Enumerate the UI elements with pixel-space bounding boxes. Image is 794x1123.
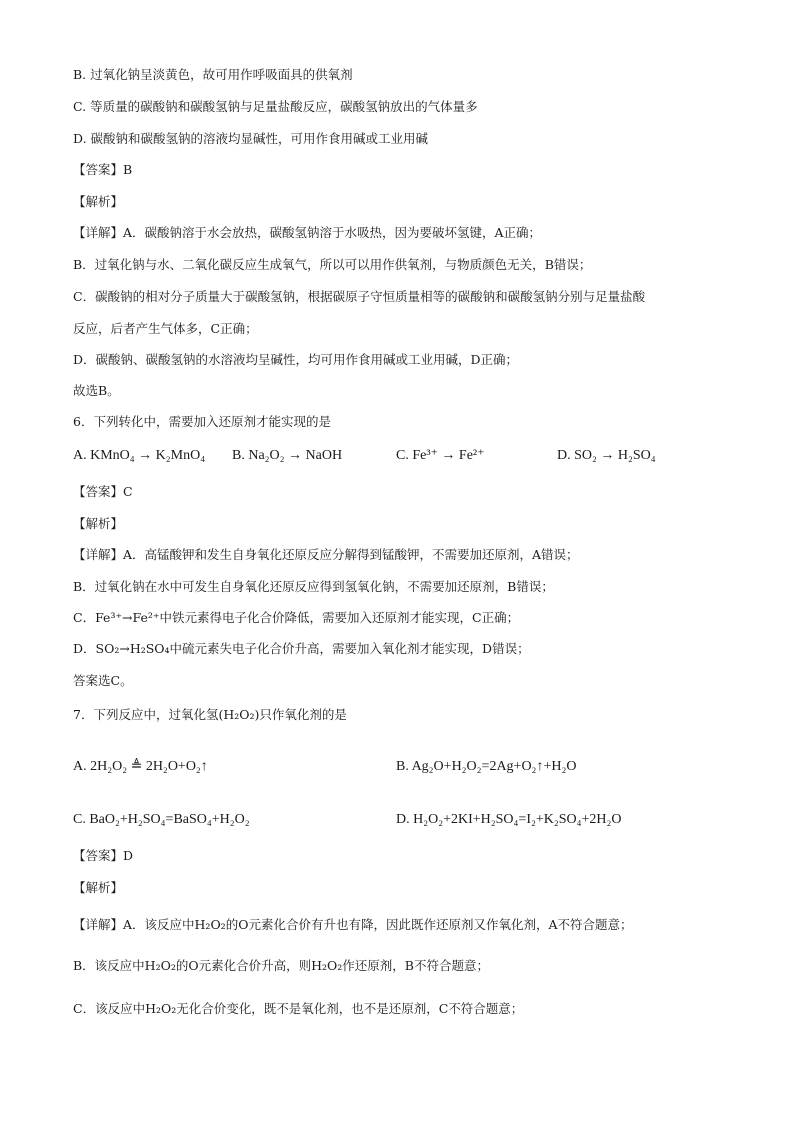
q5-option-d: D. 碳酸钠和碳酸氢钠的溶液均显碱性，可用作食用碱或工业用碱 bbox=[73, 131, 429, 146]
q6-detail-a: 【详解】A．高锰酸钾和发生自身氧化还原反应分解得到锰酸钾，不需要加还原剂，A错误； bbox=[73, 547, 579, 562]
q7-option-c: C. BaO₂+H₂SO₄=BaSO₄+H₂O₂ bbox=[73, 812, 250, 827]
q6-conclusion: 答案选C。 bbox=[73, 673, 133, 688]
q5-answer: 【答案】B bbox=[73, 162, 133, 177]
q5-detail-c: C．碳酸钠的相对分子质量大于碳酸氢钠，根据碳原子守恒质量相等的碳酸钠和碳酸氢钠分别与足量盐酸 bbox=[73, 289, 646, 304]
q7-option-a: A. 2H₂O₂ ≜ 2H₂O+O₂↑ bbox=[73, 759, 208, 774]
q7-option-d: D. H₂O₂+2KI+H₂SO₄=I₂+K₂SO₄+2H₂O bbox=[396, 812, 622, 827]
q7-analysis-heading: 【解析】 bbox=[73, 880, 124, 895]
q5-detail-b: B．过氧化钠与水、二氧化碳反应生成氧气，所以可以用作供氧剂，与物质颜色无关，B错误； bbox=[73, 257, 592, 272]
q7-detail-a: 【详解】A．该反应中H₂O₂的O元素化合价有升也有降，因此既作还原剂又作氧化剂，A不符合题意； bbox=[73, 917, 633, 932]
q5-option-b: B. 过氧化钠呈淡黄色，故可用作呼吸面具的供氧剂 bbox=[73, 67, 353, 82]
q7-detail-b: B．该反应中H₂O₂的O元素化合价升高，则H₂O₂作还原剂，B不符合题意； bbox=[73, 958, 489, 973]
q6-stem: 6．下列转化中，需要加入还原剂才能实现的是 bbox=[73, 414, 331, 429]
q6-option-b: B. Na₂O₂ → NaOH bbox=[232, 448, 343, 463]
q5-conclusion: 故选B。 bbox=[73, 383, 120, 398]
q7-answer: 【答案】D bbox=[73, 848, 134, 863]
q6-detail-c: C．Fe³⁺→Fe²⁺中铁元素得电子化合价降低，需要加入还原剂才能实现，C正确； bbox=[73, 610, 520, 625]
q5-detail-d: D．碳酸钠、碳酸氢钠的水溶液均呈碱性，均可用作食用碱或工业用碱，D正确； bbox=[73, 352, 519, 367]
q5-option-c: C. 等质量的碳酸钠和碳酸氢钠与足量盐酸反应，碳酸氢钠放出的气体量多 bbox=[73, 99, 478, 114]
q6-option-a: A. KMnO₄ → K₂MnO₄ bbox=[73, 448, 206, 463]
q6-option-d: D. SO₂ → H₂SO₄ bbox=[557, 448, 656, 463]
q6-option-c: C. Fe³⁺ → Fe²⁺ bbox=[396, 448, 485, 463]
q7-option-b: B. Ag₂O+H₂O₂=2Ag+O₂↑+H₂O bbox=[396, 759, 577, 774]
q6-detail-b: B．过氧化钠在水中可发生自身氧化还原反应得到氢氧化钠，不需要加还原剂，B错误； bbox=[73, 579, 554, 594]
q7-detail-c: C．该反应中H₂O₂无化合价变化，既不是氧化剂，也不是还原剂，C不符合题意； bbox=[73, 1001, 524, 1016]
q5-detail-a: 【详解】A．碳酸钠溶于水会放热，碳酸氢钠溶于水吸热，因为要破坏氢键，A正确； bbox=[73, 225, 542, 240]
q6-analysis-heading: 【解析】 bbox=[73, 516, 124, 531]
q6-answer: 【答案】C bbox=[73, 484, 133, 499]
q6-detail-d: D．SO₂→H₂SO₄中硫元素失电子化合价升高，需要加入氧化剂才能实现，D错误； bbox=[73, 641, 530, 656]
q7-stem: 7．下列反应中，过氧化氢(H₂O₂)只作氧化剂的是 bbox=[73, 707, 347, 722]
q5-analysis-heading: 【解析】 bbox=[73, 194, 124, 209]
q5-detail-c-cont: 反应，后者产生气体多，C正确； bbox=[73, 321, 258, 336]
